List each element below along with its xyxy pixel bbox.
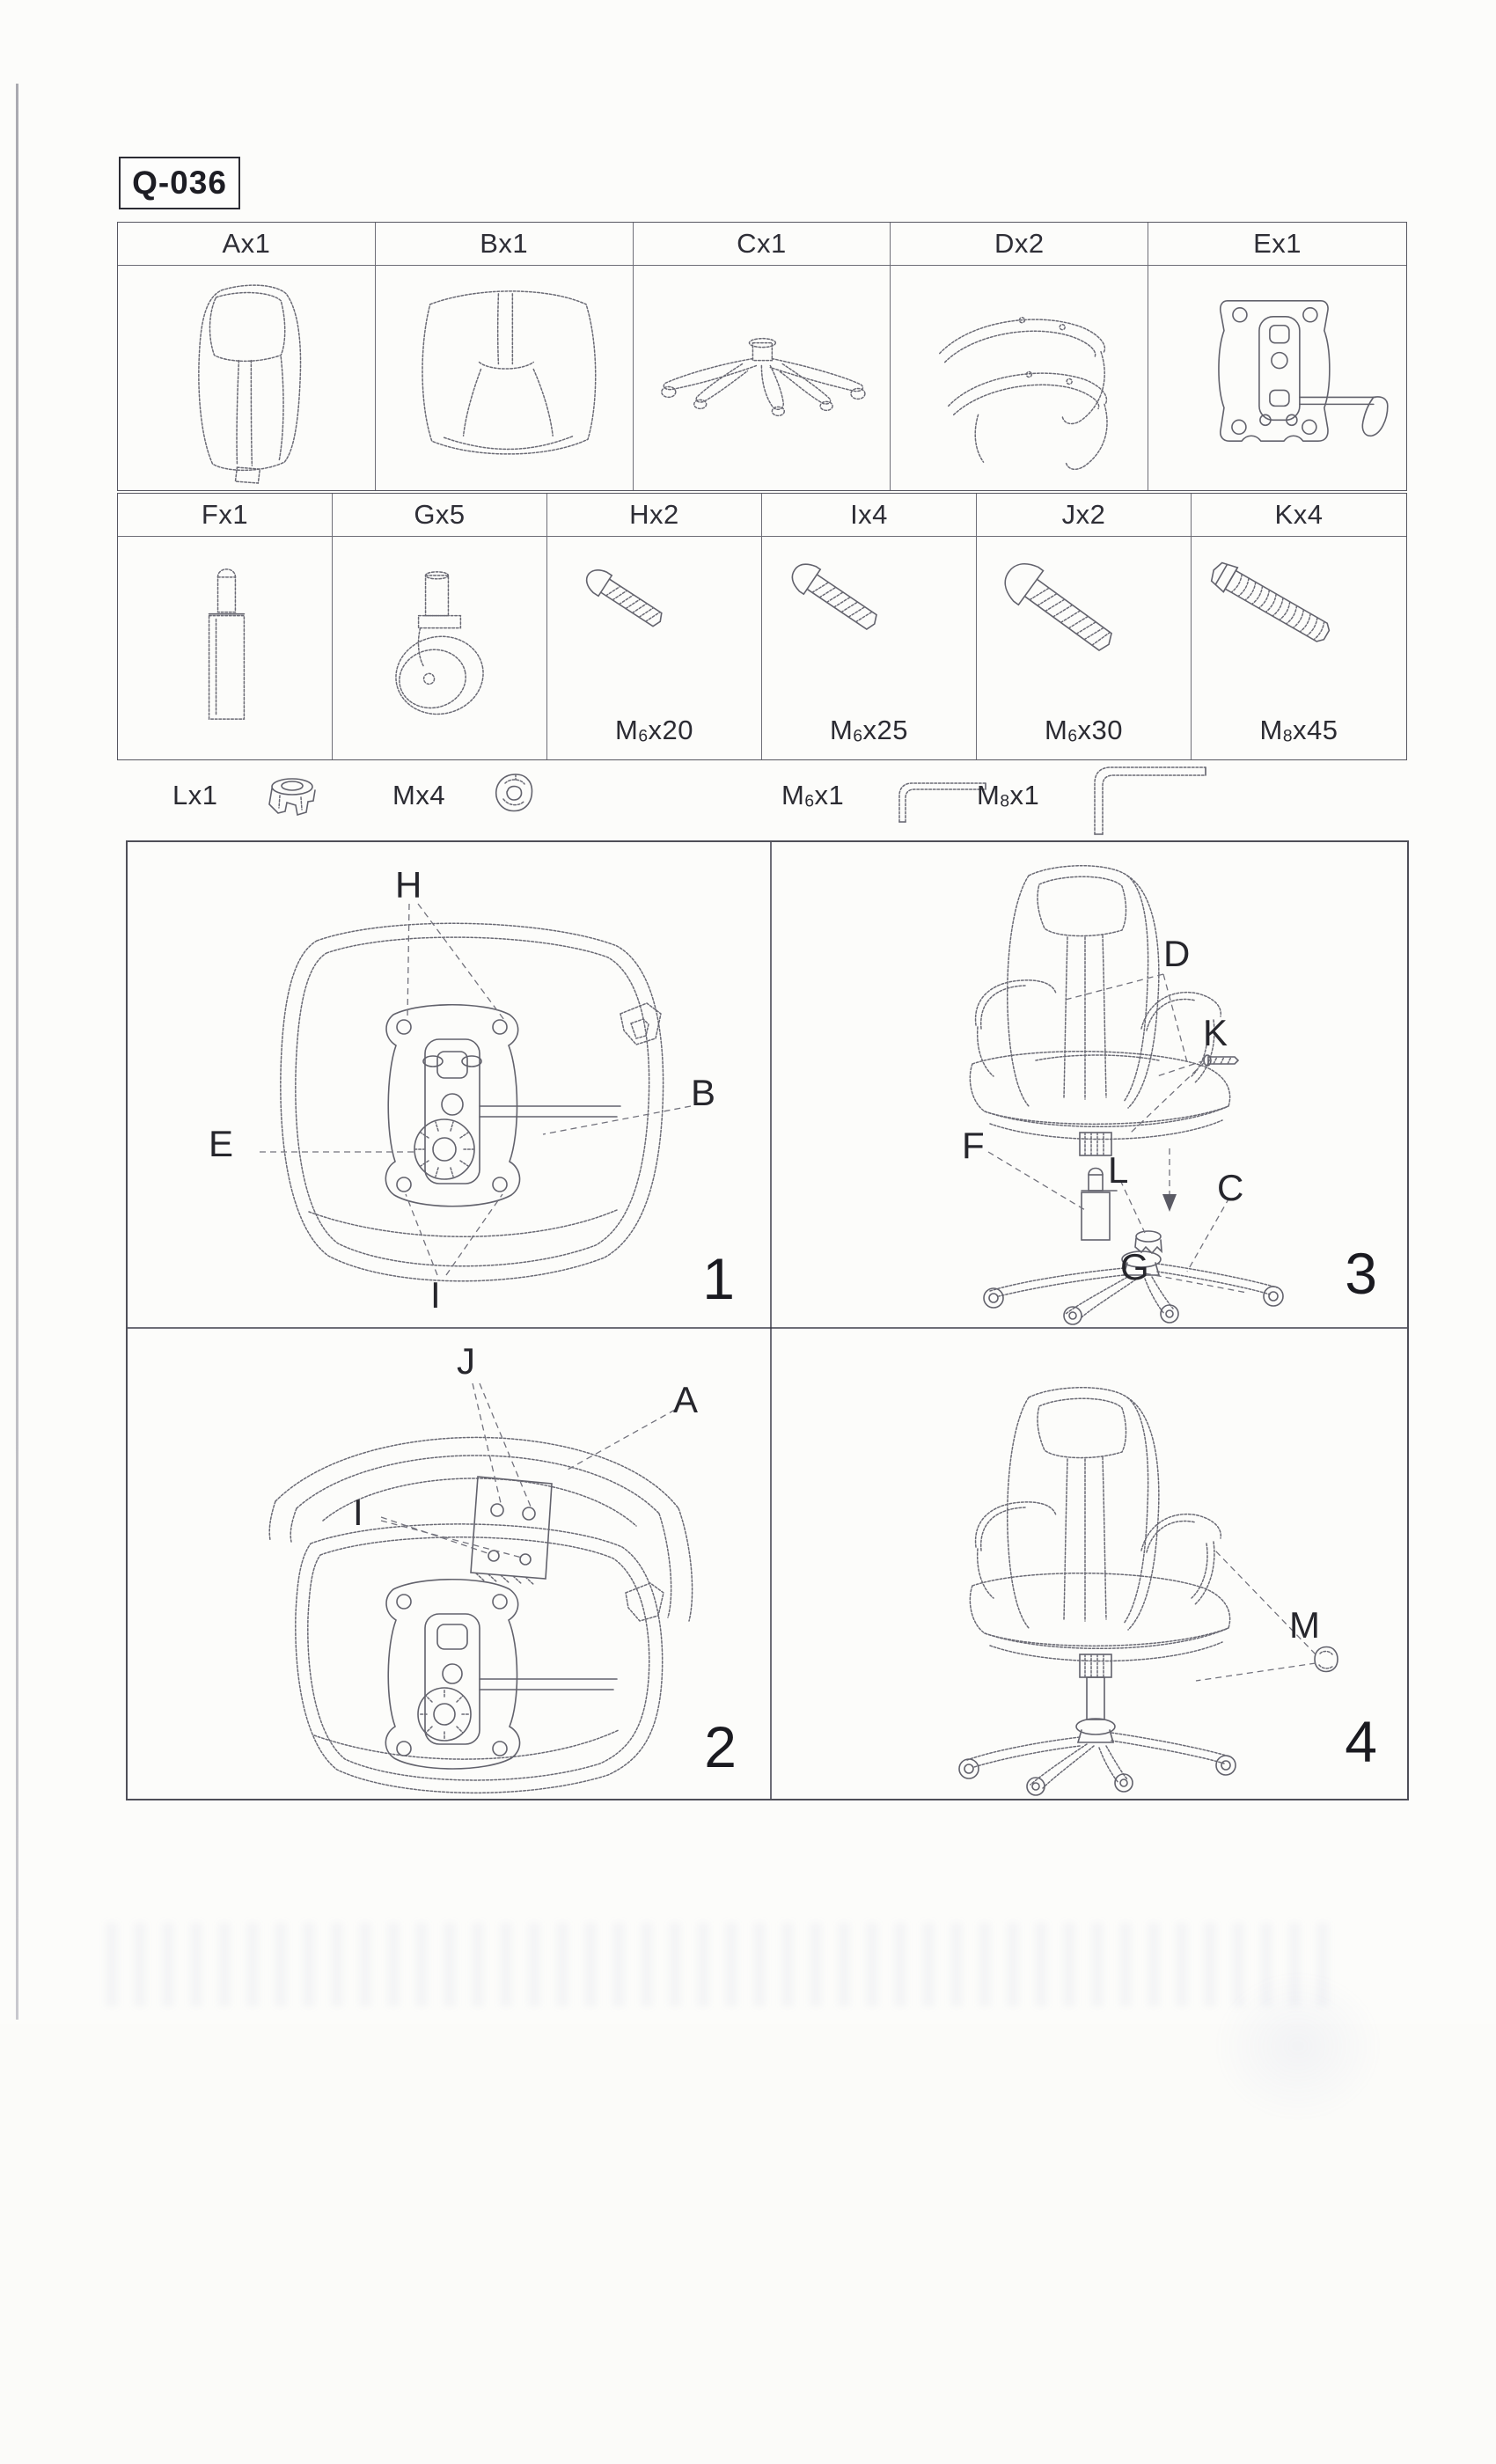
hardware-label-M8-key: M8x1 xyxy=(977,780,1040,811)
m-cap-glyph xyxy=(1315,1647,1338,1672)
part-code-I: Ix4 xyxy=(762,494,976,537)
part-cell-D xyxy=(891,223,1148,490)
callout-H: H xyxy=(395,864,422,906)
callout-A: A xyxy=(673,1379,699,1420)
callout-B: B xyxy=(691,1072,716,1113)
callout-M: M xyxy=(1289,1604,1320,1646)
callout-C: C xyxy=(1217,1167,1244,1208)
part-cell-F xyxy=(118,494,333,759)
callout-E: E xyxy=(209,1123,234,1164)
step-number-1: 1 xyxy=(702,1246,735,1311)
callout-G: G xyxy=(1120,1246,1149,1287)
part-code-B: Bx1 xyxy=(376,223,633,266)
part-cell-J xyxy=(977,494,1192,759)
flange-nut-icon xyxy=(260,773,326,822)
bolt-size-H: M6x20 xyxy=(615,715,693,746)
assembly-steps-grid xyxy=(126,840,1409,1800)
star-base-drawing xyxy=(634,266,891,490)
step-panel-4 xyxy=(772,1329,1407,1799)
callout-I: I xyxy=(430,1274,441,1316)
armrests-drawing xyxy=(891,266,1148,490)
allen-key-large-icon xyxy=(1081,757,1213,840)
callout-D: D xyxy=(1163,933,1191,974)
bolt-size-I: M6x25 xyxy=(830,715,908,746)
callout-K: K xyxy=(1203,1012,1228,1053)
scan-ghost-blob xyxy=(1214,1971,1382,2121)
seat-cushion-drawing xyxy=(376,266,633,490)
callout-I2: I xyxy=(353,1492,363,1533)
cap-nut-icon xyxy=(486,767,539,820)
bolt-size-J: M6x30 xyxy=(1045,715,1123,746)
step3-drawing xyxy=(772,842,1407,1327)
model-code: Q-036 xyxy=(132,165,227,201)
part-code-D: Dx2 xyxy=(891,223,1148,266)
step-panel-3 xyxy=(772,842,1407,1327)
hardware-label-L: Lx1 xyxy=(172,780,218,810)
backrest-cushion-drawing xyxy=(118,266,375,490)
part-code-A: Ax1 xyxy=(118,223,375,266)
part-cell-K xyxy=(1192,494,1406,759)
parts-table-row1 xyxy=(117,222,1407,491)
part-cell-E xyxy=(1148,223,1406,490)
step-number-3: 3 xyxy=(1345,1241,1377,1306)
caster-wheel-drawing xyxy=(333,537,546,759)
model-code-box xyxy=(119,157,240,209)
bolt-size-K: M8x45 xyxy=(1259,715,1338,746)
part-code-C: Cx1 xyxy=(634,223,891,266)
tilt-mechanism-drawing xyxy=(1148,266,1406,490)
gas-lift-drawing xyxy=(118,537,332,759)
part-code-J: Jx2 xyxy=(977,494,1191,537)
callout-F: F xyxy=(962,1125,985,1166)
part-code-F: Fx1 xyxy=(118,494,332,537)
callout-L: L xyxy=(1108,1149,1129,1191)
step-panel-1 xyxy=(128,842,770,1327)
scan-edge-line xyxy=(16,84,18,2020)
hardware-label-M6-key: M6x1 xyxy=(781,780,845,811)
step-number-2: 2 xyxy=(704,1714,737,1779)
parts-table-row2 xyxy=(117,493,1407,760)
part-cell-C xyxy=(634,223,891,490)
part-code-H: Hx2 xyxy=(547,494,761,537)
callout-J: J xyxy=(457,1340,475,1382)
part-code-K: Kx4 xyxy=(1192,494,1406,537)
hardware-label-M: Mx4 xyxy=(392,780,446,810)
step4-drawing xyxy=(772,1329,1407,1799)
part-code-E: Ex1 xyxy=(1148,223,1406,266)
step-number-4: 4 xyxy=(1345,1709,1377,1774)
part-cell-I xyxy=(762,494,977,759)
part-code-G: Gx5 xyxy=(333,494,546,537)
step-panel-2 xyxy=(128,1329,770,1799)
part-cell-G xyxy=(333,494,547,759)
part-cell-B xyxy=(376,223,634,490)
part-cell-A xyxy=(118,223,376,490)
part-cell-H xyxy=(547,494,762,759)
step1-drawing xyxy=(128,842,770,1327)
scan-ghost-artifact xyxy=(106,1923,1338,2006)
